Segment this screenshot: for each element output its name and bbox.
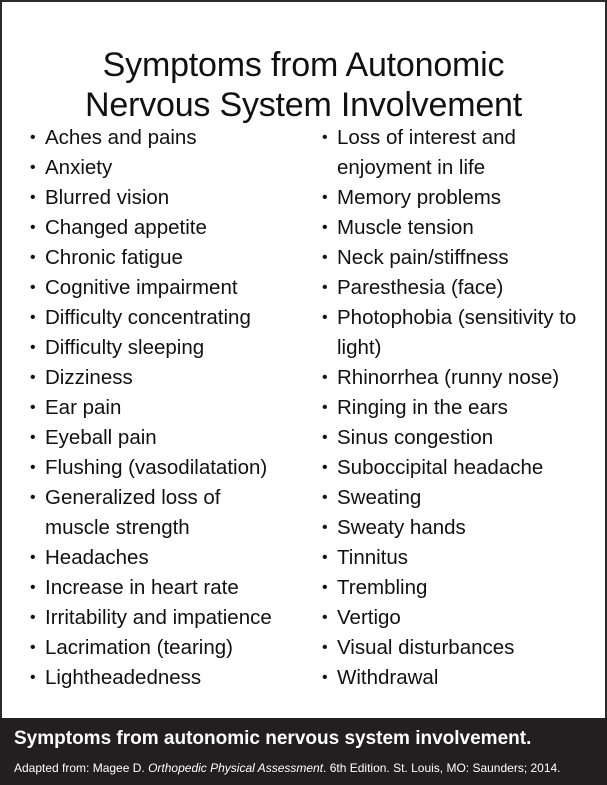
list-item: • Difficulty sleeping bbox=[30, 333, 310, 363]
list-item: • Eyeball pain bbox=[30, 423, 310, 453]
list-item: • Tinnitus bbox=[322, 543, 592, 573]
figure-caption: Symptoms from autonomic nervous system involvement. bbox=[14, 728, 532, 749]
list-item: • Irritability and impatience bbox=[30, 603, 310, 633]
list-item: • Sweating bbox=[322, 483, 592, 513]
list-item: • Generalized loss of muscle strength bbox=[30, 483, 255, 543]
list-item: • Difficulty concentrating bbox=[30, 303, 310, 333]
list-item: • Lacrimation (tearing) bbox=[30, 633, 310, 663]
list-item: • Changed appetite bbox=[30, 213, 310, 243]
list-item: • Sweaty hands bbox=[322, 513, 592, 543]
source-book-title: Orthopedic Physical Assessment bbox=[148, 761, 324, 775]
list-item: • Trembling bbox=[322, 573, 592, 603]
source-suffix: . 6th Edition. St. Louis, MO: Saunders; 2014. bbox=[323, 761, 561, 775]
source-citation bbox=[14, 760, 561, 776]
list-item: • Sinus congestion bbox=[322, 423, 592, 453]
title-line-2: Nervous System Involvement bbox=[85, 85, 522, 124]
list-item: • Dizziness bbox=[30, 363, 310, 393]
source-prefix: Adapted from: Magee D. bbox=[14, 761, 149, 775]
list-item: • Ringing in the ears bbox=[322, 393, 592, 423]
symptom-list-right bbox=[322, 123, 592, 693]
list-item: • Cognitive impairment bbox=[30, 273, 310, 303]
list-item: • Chronic fatigue bbox=[30, 243, 310, 273]
list-item: • Blurred vision bbox=[30, 183, 310, 213]
list-item: • Aches and pains bbox=[30, 123, 310, 153]
list-item: • Withdrawal bbox=[322, 663, 592, 693]
list-item: • Ear pain bbox=[30, 393, 310, 423]
list-item: • Loss of interest and enjoyment in life bbox=[322, 123, 537, 183]
title-line-1: Symptoms from Autonomic bbox=[102, 45, 505, 84]
list-item: • Increase in heart rate bbox=[30, 573, 310, 603]
list-item: • Vertigo bbox=[322, 603, 592, 633]
list-item: • Memory problems bbox=[322, 183, 592, 213]
caption-bar bbox=[0, 718, 607, 785]
list-item: • Suboccipital headache bbox=[322, 453, 592, 483]
list-item: • Rhinorrhea (runny nose) bbox=[322, 363, 592, 393]
list-item: • Paresthesia (face) bbox=[322, 273, 592, 303]
list-item: • Neck pain/stiffness bbox=[322, 243, 592, 273]
list-item: • Muscle tension bbox=[322, 213, 592, 243]
list-item: • Photophobia (sensitivity to light) bbox=[322, 303, 587, 363]
symptom-list-left bbox=[30, 123, 310, 693]
list-item: • Flushing (vasodilatation) bbox=[30, 453, 310, 483]
list-item: • Visual disturbances bbox=[322, 633, 592, 663]
list-item: • Anxiety bbox=[30, 153, 310, 183]
list-item: • Headaches bbox=[30, 543, 310, 573]
list-item: • Lightheadedness bbox=[30, 663, 310, 693]
page-title bbox=[0, 45, 607, 125]
